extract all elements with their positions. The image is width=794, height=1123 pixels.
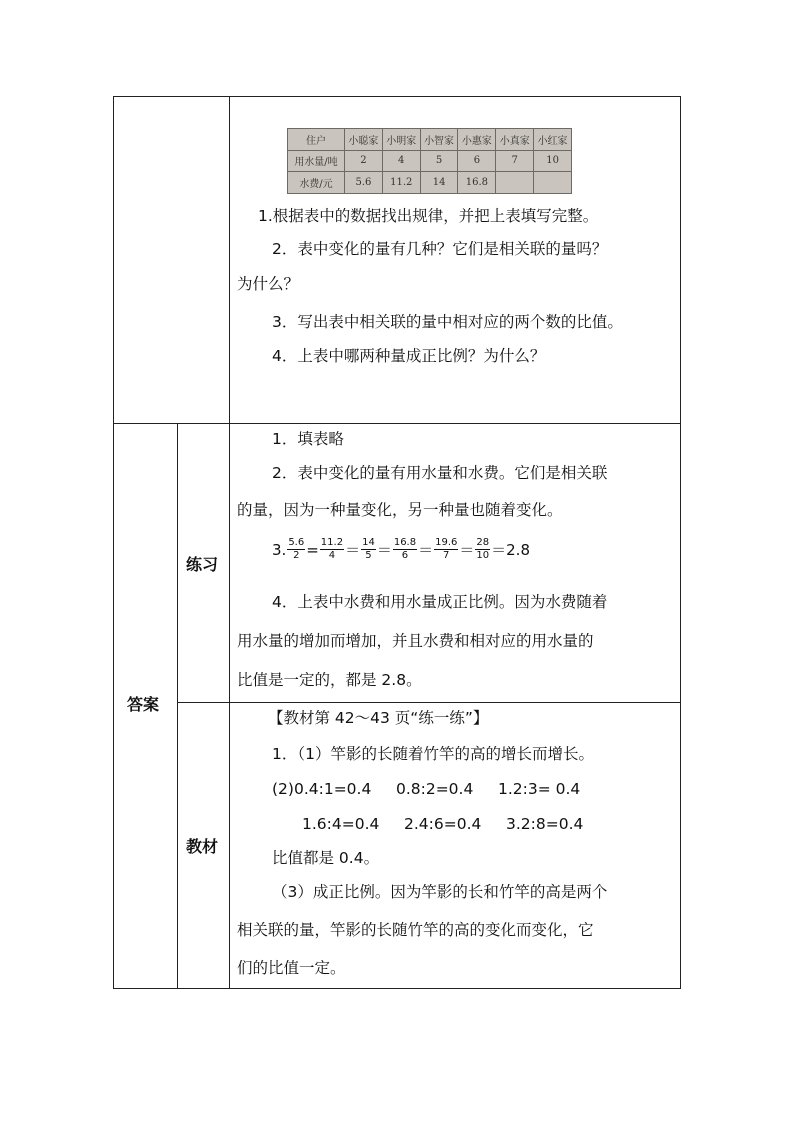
equals-sign: ＝ xyxy=(345,540,361,559)
table-cell: 水费/元 xyxy=(288,172,345,194)
textbook-line-3: 1.6:4=0.4 2.4:6=0.4 3.2:8=0.4 xyxy=(302,815,584,833)
table-cell: 小红家 xyxy=(534,129,572,151)
textbook-line-1: 1．（1）竿影的长随着竹竿的高的增长而增长。 xyxy=(272,745,594,763)
fraction xyxy=(475,537,490,562)
table-cell: 小聪家 xyxy=(345,129,383,151)
practice-answer-4-line-3: 比值是一定的，都是 2.8。 xyxy=(237,671,422,689)
column-divider-sub xyxy=(177,423,178,989)
table-cell: 小惠家 xyxy=(458,129,496,151)
water-fee-table-image xyxy=(287,128,572,194)
fraction-denominator: 7 xyxy=(443,550,450,561)
table-border-right xyxy=(680,96,681,989)
equals-sign: ＝ xyxy=(491,540,507,559)
practice-label: 练习 xyxy=(186,555,219,574)
fraction xyxy=(361,537,376,562)
fraction-numerator: 14 xyxy=(362,537,375,548)
practice-answer-3 xyxy=(272,531,530,567)
table-cell: 6 xyxy=(458,150,496,172)
fraction xyxy=(393,537,417,562)
textbook-title: 【教材第 42～43 页“练一练”】 xyxy=(268,709,489,727)
row-divider-textbook xyxy=(177,702,681,703)
textbook-line-2: (2)0.4:1=0.4 0.8:2=0.4 1.2:3= 0.4 xyxy=(272,780,581,798)
textbook-line-7: 们的比值一定。 xyxy=(237,959,346,977)
question-2-line-2: 为什么？ xyxy=(237,275,300,293)
table-cell xyxy=(496,172,534,194)
textbook-line-5: （3）成正比例。因为竿影的长和竹竿的高是两个 xyxy=(272,883,608,901)
practice-answer-2-line-1: 2．表中变化的量有用水量和水费。它们是相关联 xyxy=(272,464,608,482)
question-2-line-1: 2．表中变化的量有几种？它们是相关联的量吗？ xyxy=(272,240,608,258)
answer-label: 答案 xyxy=(127,695,160,714)
table-border-top xyxy=(113,96,681,97)
table-cell: 用水量/吨 xyxy=(288,150,345,172)
table-cell: 7 xyxy=(496,150,534,172)
fraction-numerator: 11.2 xyxy=(320,537,344,548)
practice-answer-4-line-2: 用水量的增加而增加，并且水费和相对应的用水量的 xyxy=(237,632,594,650)
table-border-bottom xyxy=(113,988,681,989)
fraction-numerator: 19.6 xyxy=(435,537,458,548)
fraction-numerator: 28 xyxy=(476,537,490,548)
table-border-left xyxy=(113,96,114,989)
practice-answer-2-line-2: 的量，因为一种量变化，另一种量也随着变化。 xyxy=(237,501,563,519)
table-cell: 5.6 xyxy=(345,172,383,194)
question-4: 4．上表中哪两种量成正比例？为什么？ xyxy=(272,347,546,365)
fraction xyxy=(320,537,344,562)
fraction xyxy=(287,537,305,562)
equals-sign: = xyxy=(306,540,319,559)
table-cell: 5 xyxy=(420,150,458,172)
table-row xyxy=(288,172,572,194)
fraction-denominator: 2 xyxy=(293,550,300,561)
table-cell: 4 xyxy=(382,150,420,172)
water-fee-table xyxy=(287,128,572,194)
table-cell: 11.2 xyxy=(382,172,420,194)
table-header-row xyxy=(288,129,572,151)
table-cell: 小真家 xyxy=(496,129,534,151)
fraction xyxy=(434,537,458,562)
textbook-line-6: 相关联的量，竿影的长随竹竿的高的变化而变化，它 xyxy=(237,921,594,939)
row-divider-answer xyxy=(113,423,681,424)
textbook-line-4: 比值都是 0.4。 xyxy=(272,849,380,867)
question-1: 1.根据表中的数据找出规律，并把上表填写完整。 xyxy=(258,207,599,225)
table-cell: 小智家 xyxy=(420,129,458,151)
answer-3-prefix: 3. xyxy=(272,540,287,559)
table-cell: 小明家 xyxy=(382,129,420,151)
table-cell xyxy=(534,172,572,194)
answer-3-result: 2.8 xyxy=(506,540,530,559)
equals-sign: ＝ xyxy=(459,540,475,559)
fraction-numerator: 16.8 xyxy=(393,537,417,548)
equals-sign: ＝ xyxy=(376,540,392,559)
textbook-label: 教材 xyxy=(186,837,219,856)
table-row xyxy=(288,150,572,172)
table-cell: 住户 xyxy=(288,129,345,151)
column-divider-main xyxy=(229,96,230,989)
table-cell: 2 xyxy=(345,150,383,172)
fraction-numerator: 5.6 xyxy=(288,537,305,548)
table-cell: 16.8 xyxy=(458,172,496,194)
equals-sign: ＝ xyxy=(418,540,434,559)
practice-answer-4-line-1: 4．上表中水费和用水量成正比例。因为水费随着 xyxy=(272,593,608,611)
fraction-denominator: 5 xyxy=(365,550,372,561)
table-cell: 14 xyxy=(420,172,458,194)
fraction-denominator: 6 xyxy=(401,550,409,561)
question-3: 3．写出表中相关联的量中相对应的两个数的比值。 xyxy=(272,313,623,331)
fraction-denominator: 4 xyxy=(328,550,336,561)
fraction-denominator: 10 xyxy=(476,550,490,561)
table-cell: 10 xyxy=(534,150,572,172)
practice-answer-1: 1．填表略 xyxy=(272,430,344,448)
